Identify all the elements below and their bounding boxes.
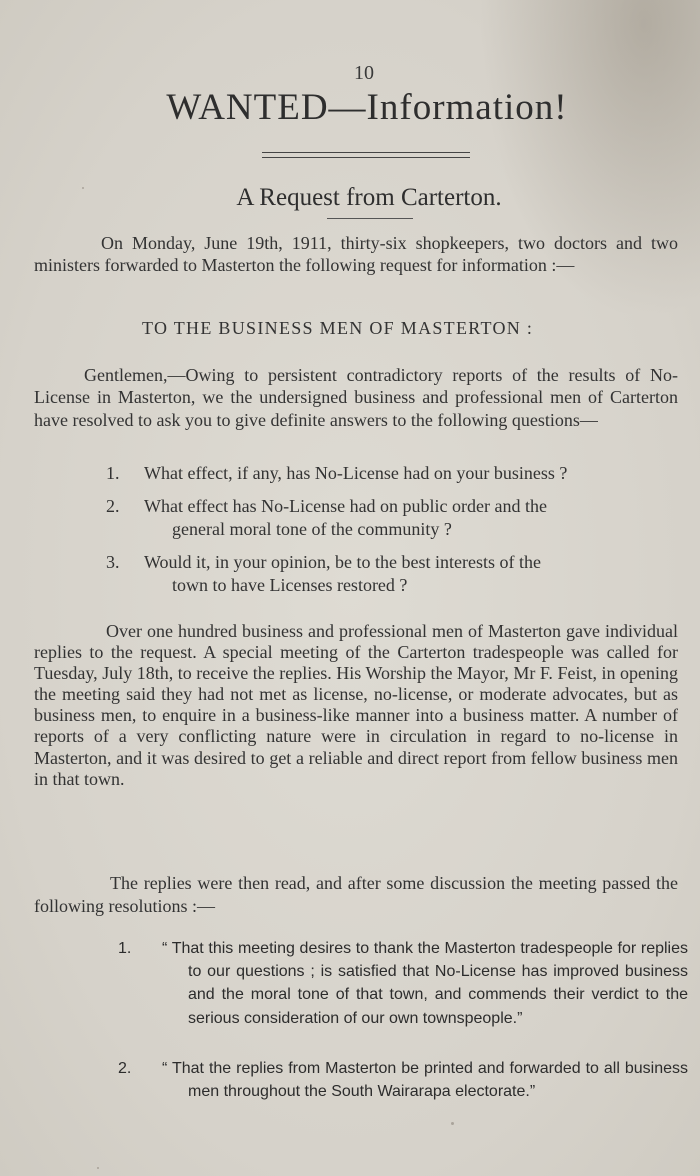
letter-addressee: TO THE BUSINESS MEN OF MASTERTON : <box>142 318 534 338</box>
list-item <box>106 551 680 596</box>
page-title: WANTED—Information! <box>166 87 568 128</box>
resolution-item <box>118 937 688 1030</box>
question-text-continued: town to have Licenses restored ? <box>172 574 408 595</box>
question-text: Would it, in your opinion, be to the best interests of the <box>144 552 541 572</box>
question-number: 2. <box>106 496 120 516</box>
intro-paragraph: On Monday, June 19th, 1911, thirty-six shopkeepers, two doctors and two ministers forwarded to Masterton the following request for information :— <box>34 233 678 276</box>
list-item <box>106 462 680 485</box>
meeting-paragraph: Over one hundred business and professional men of Masterton gave individual replies to the request. A special meeting of the Carterton tradespeople was called for Tuesday, July 18th, to receive the replies. His Worship the Mayor, Mr F. Feist, in opening the meeting said they had not met as license, no-license, or moderate advocates, but as business men, to enquire in a business-like manner into a business matter. A number of reports of a very conflicting nature were in circulation in regard to no-license in Masterton, and it was desired to get a reliable and direct report from fellow business men in that town. <box>34 621 678 789</box>
question-number: 3. <box>106 552 120 572</box>
paper-speck <box>97 1167 99 1169</box>
list-item <box>106 495 680 540</box>
page-number: 10 <box>354 62 374 84</box>
question-number: 1. <box>106 463 120 483</box>
question-text: What effect has No-License had on public order and the <box>144 496 548 516</box>
resolution-number: 2. <box>118 1060 132 1077</box>
resolution-text: “ That the replies from Masterton be printed and forwarded to all business men throughout the South Wairarapa electorate.” <box>162 1060 688 1101</box>
section-subtitle: A Request from Carterton. <box>236 184 502 211</box>
resolution-text: “ That this meeting desires to thank the Masterton tradespeople for replies to our questions ; is satisfied that No-License has improved business and the moral tone of that town, and commends their verdict to the serious consideration of our own townspeople.” <box>162 940 688 1027</box>
letter-paragraph: Gentlemen,—Owing to persistent contradictory reports of the results of No-License in Masterton, we the undersigned business and professional men of Carterton have resolved to ask you to give definite answers to the following questions— <box>34 365 678 430</box>
double-rule-divider <box>262 152 470 158</box>
resolution-item <box>118 1057 688 1103</box>
paper-speck <box>82 187 84 189</box>
question-text: What effect, if any, has No-License had on your business ? <box>144 463 568 483</box>
replies-paragraph: The replies were then read, and after some discussion the meeting passed the following resolutions :— <box>34 873 678 916</box>
single-rule-divider <box>327 218 413 219</box>
paper-speck <box>451 1122 454 1125</box>
question-text-continued: general moral tone of the community ? <box>172 518 452 539</box>
resolution-number: 1. <box>118 940 132 957</box>
